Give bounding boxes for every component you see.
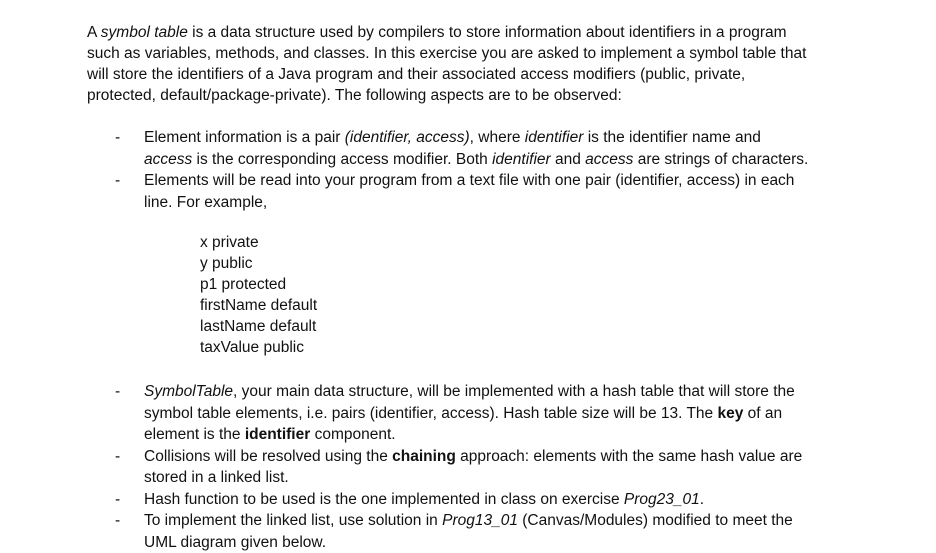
- example-line: lastName default: [200, 316, 317, 337]
- intro-line-2: such as variables, methods, and classes. In this exercise you are asked to implement a symbol table that: [87, 43, 927, 64]
- bullet-dash: -: [115, 489, 120, 511]
- bullet-line: UML diagram given below.: [144, 532, 915, 553]
- bullet-hash-function: [115, 489, 915, 511]
- bullet-dash: -: [115, 381, 120, 403]
- bullet-line: Elements will be read into your program from a text file with one pair (identifier, access) in each: [144, 170, 915, 192]
- bullet-symboltable: [115, 381, 915, 446]
- bullet-line: symbol table elements, i.e. pairs (identifier, access). Hash table size will be 13. The key of an: [144, 403, 915, 425]
- bullet-collisions: [115, 446, 915, 489]
- bullet-line: Element information is a pair (identifier, access), where identifier is the identifier name and: [144, 127, 915, 149]
- bullet-dash: -: [115, 446, 120, 468]
- example-line: x private: [200, 232, 317, 253]
- intro-line-1: [87, 22, 927, 43]
- bullet-dash: -: [115, 510, 120, 532]
- bullet-line: element is the identifier component.: [144, 424, 915, 446]
- example-line: p1 protected: [200, 274, 317, 295]
- bullet-dash: -: [115, 127, 120, 149]
- bullet-linked-list: [115, 510, 915, 553]
- bullet-line: access is the corresponding access modifier. Both identifier and access are strings of characters.: [144, 149, 915, 171]
- term-symbol-table: symbol table: [101, 24, 188, 41]
- text: A: [87, 24, 101, 41]
- example-block: [200, 232, 317, 359]
- example-line: y public: [200, 253, 317, 274]
- example-line: taxValue public: [200, 337, 317, 358]
- bullet-read-file: [115, 170, 915, 213]
- example-line: firstName default: [200, 295, 317, 316]
- bullet-line: SymbolTable, your main data structure, will be implemented with a hash table that will store the: [144, 381, 915, 403]
- bullet-list-1: [115, 127, 915, 213]
- intro-line-3: will store the identifiers of a Java program and their associated access modifiers (public, private,: [87, 64, 927, 85]
- text: is a data structure used by compilers to store information about identifiers in a program: [188, 24, 787, 41]
- bullet-line: Collisions will be resolved using the chaining approach: elements with the same hash value are: [144, 446, 915, 468]
- bullet-dash: -: [115, 170, 120, 192]
- intro-line-4: protected, default/package-private). The following aspects are to be observed:: [87, 85, 927, 106]
- bullet-line: Hash function to be used is the one implemented in class on exercise Prog23_01.: [144, 489, 915, 511]
- intro-paragraph: [87, 22, 927, 106]
- bullet-list-2: [115, 381, 915, 553]
- bullet-line: stored in a linked list.: [144, 467, 915, 489]
- bullet-line: line. For example,: [144, 192, 915, 214]
- bullet-element-info: [115, 127, 915, 170]
- bullet-line: To implement the linked list, use solution in Prog13_01 (Canvas/Modules) modified to meet the: [144, 510, 915, 532]
